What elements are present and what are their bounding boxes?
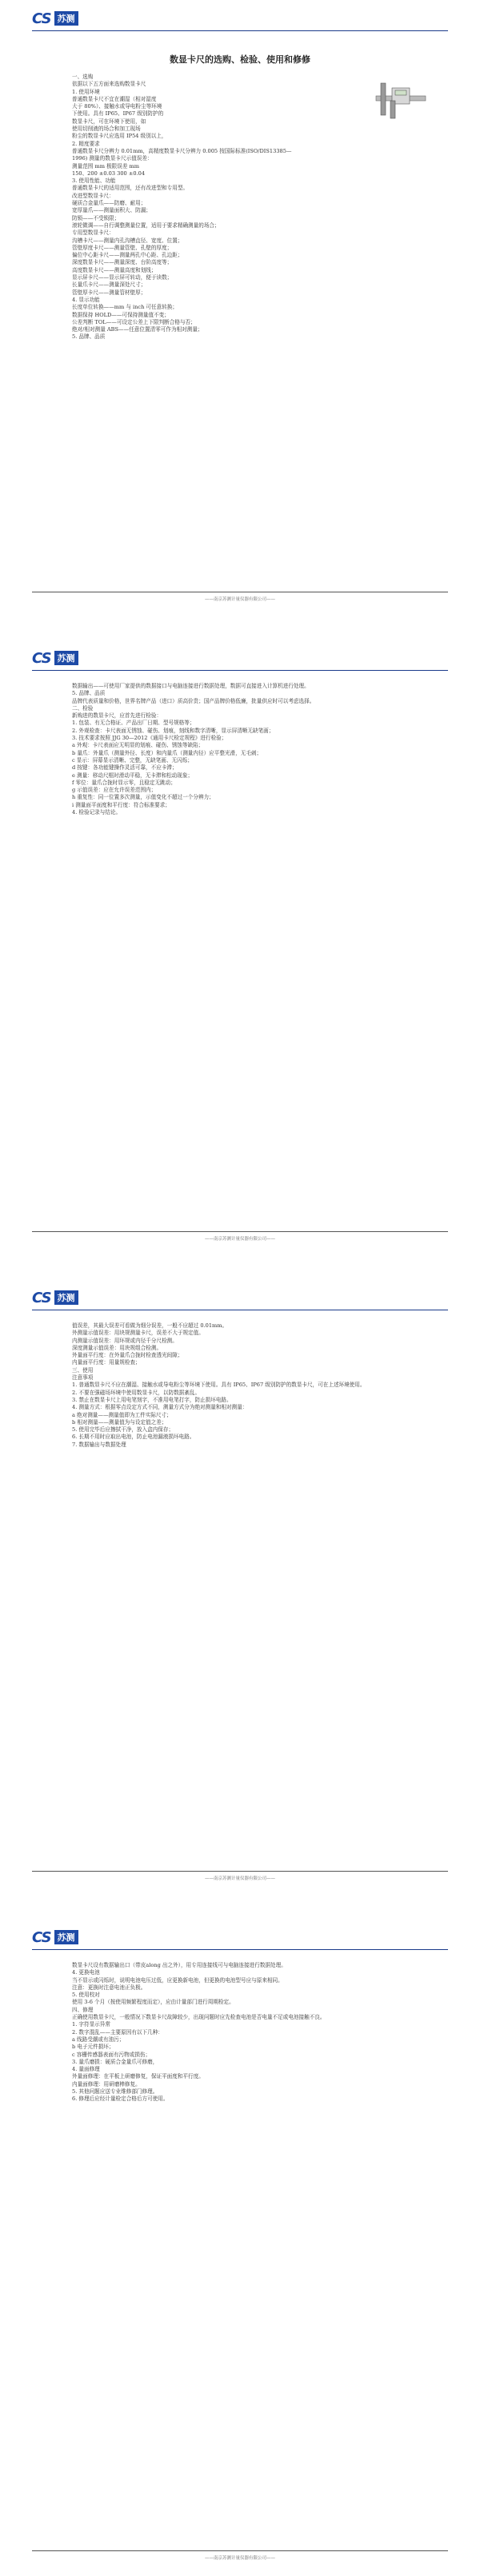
text-line: 5. 使用完毕后应擦拭干净，放入盒内保存； [72, 1426, 174, 1434]
text-line: 改进型数显卡尺： [72, 192, 114, 199]
text-line: 使用 3-6 个月（按使用频繁程度而定），应由计量部门进行周期检定。 [72, 1999, 234, 2006]
text-line: 偏位中心距卡尺——测量两孔中心距、孔边距； [72, 252, 183, 259]
text-line: 1. 普通数显卡尺不应在潮湿、接触水或导电粉尘等环境下使用。具有 IP65、IP67 级别防护的数显卡尺，可在上述环境使用。 [72, 1382, 366, 1389]
page-footer [32, 2550, 448, 2561]
text-line: 内量面平行度：用量规检查； [72, 1359, 141, 1366]
text-line: 硬质合金量爪——防磨、耐用； [72, 200, 146, 207]
page-body [72, 74, 408, 341]
text-line: 1. 包装、有无合格证、产品出厂日期、型号规格等； [72, 720, 195, 727]
brand-logo [32, 10, 78, 27]
text-line: 4. 更换电池 [72, 1969, 100, 1976]
text-line: 品牌代表质量和价格，世界名牌产品（进口）质高价贵；国产品牌价格低廉，批量供应时可以考虑选择。 [72, 697, 315, 704]
text-line: 4. 测量方式：根据零点设定方式不同，测量方式分为绝对测量和相对测量： [72, 1404, 248, 1411]
text-line: 2. 数字混乱——主要原因有以下几种： [72, 2028, 163, 2036]
text-line: 显示屏卡尺——显示屏可转动，便于读数； [72, 274, 173, 281]
text-line: 5. 其他问题应送专业维修部门修理。 [72, 2088, 158, 2095]
text-line: 6. 修理后应经计量检定合格后方可使用。 [72, 2095, 169, 2103]
page-3 [0, 1279, 480, 1887]
text-line: b 相对测量——测量值为与设定值之差； [72, 1418, 167, 1426]
footer-text: ——南京苏测计量仪器有限公司—— [204, 1876, 275, 1881]
text-line: a 绝对测量——测量值即为工件实际尺寸； [72, 1411, 172, 1418]
text-line: g 示值误差：应在允许误差范围内； [72, 787, 157, 794]
text-line: c 容栅传感器表面有污物或损伤； [72, 2051, 151, 2058]
text-line: 普通数显卡尺的适用范围，还有改进型和专用型。 [72, 185, 189, 192]
text-line: 深度测量示值误差：用块规组合检测。 [72, 1344, 162, 1351]
text-line: 数据保持 HOLD——可保持测量值不变； [72, 311, 170, 318]
text-line: 滚轮微调——自行调整测量位置，适用于要求精确测量的场合； [72, 221, 220, 229]
text-line: 管壁厚卡尺——测量管材壁厚； [72, 289, 146, 296]
text-line: a 线路受潮或有油污； [72, 2036, 125, 2043]
text-line: 4. 量面修理 [72, 2066, 100, 2073]
page-body [72, 683, 408, 816]
text-line: h 重复性：同一位置多次测量，示值变化不超过一个分辨力； [72, 794, 214, 801]
text-line: 依据以下五方面来选购数显卡尺 [72, 81, 146, 88]
text-line: b 量爪：外量爪（测量外径、长度）和内量爪（测量内径）应平整光滑，无毛刺； [72, 749, 262, 756]
text-line: 注意事项 [72, 1374, 94, 1382]
text-line: 使用切削液的场合和加工现场 [72, 126, 141, 133]
text-line: 4. 检验记录与结论。 [72, 809, 122, 816]
text-line: 1996) 测量的数显卡尺示值误差： [72, 155, 153, 162]
text-line: 值误差，其最大误差可看做为细分误差，一般不应超过 0.01mm。 [72, 1322, 228, 1329]
brand-logo [32, 1928, 78, 1946]
text-line: f 零位：量爪合拢时显示零，且稳定无跳动； [72, 779, 176, 786]
text-line: 外测量示值误差：用块规测量卡尺，误差不大于规定值。 [72, 1330, 204, 1337]
footer-text: ——南京苏测计量仪器有限公司—— [204, 1237, 275, 1242]
text-line: 长量爪卡尺——测量深处尺寸； [72, 281, 146, 289]
text-line: 1. 使用环境 [72, 88, 100, 95]
text-line: 普通数显卡尺分辨力 0.01mm，高精度数显卡尺分辨力 0.005 按国际标准(ISO/DIS13385— [72, 147, 292, 154]
text-line: 3. 禁止在数显卡尺上用电笔刻字，不准用电笔打字，防止损坏电路。 [72, 1396, 232, 1403]
page-header [32, 649, 448, 671]
text-line: 2. 外观检查：卡尺表面无锈蚀、碰伤、划痕，刻线和数字清晰，显示屏清晰无缺笔画； [72, 727, 274, 734]
text-line: d 按键：各功能键操作灵活可靠，不应卡滞； [72, 764, 178, 772]
text-line: e 测量：移动尺框时滑动平稳，无卡滞和松动现象； [72, 772, 194, 779]
text-line: 数据输出——可使用厂家提供的数据接口与电脑连接进行数据处理，数据可直接进入计算机进行处理。 [72, 683, 310, 689]
text-line: 沟槽卡尺——测量内孔沟槽直径、宽度、位置； [72, 237, 183, 244]
brand-name: 苏测 [54, 651, 78, 665]
text-line: 管壁厚度卡尺——测量管壁、孔壁的厚度； [72, 244, 173, 251]
page-1 [0, 0, 480, 608]
text-line: 公差判断 TOL——可设定公差上下限判断合格与否； [72, 318, 196, 325]
brand-mark: CS [32, 649, 51, 667]
brand-mark: CS [32, 10, 51, 27]
text-line: i 测量面平面度和平行度：符合标准要求； [72, 801, 170, 808]
page-footer [32, 1871, 448, 1881]
brand-name: 苏测 [54, 11, 78, 26]
text-line: 内量面修理：用研磨棒修复。 [72, 2080, 141, 2088]
text-line: 数显卡尺，可在环境下使用，如 [72, 118, 146, 125]
text-line: 下使用。具有 IP65、IP67 级别防护的 [72, 110, 164, 118]
text-line: 普通数显卡尺不宜在潮湿（相对湿度 [72, 95, 157, 102]
text-line: 3. 技术要求按照 JJG 30—2012《通用卡尺检定规程》进行检验； [72, 735, 227, 742]
text-line: 粉尘的数显卡尺应选用 IP54 级别以上， [72, 133, 167, 140]
text-line: 三、使用 [72, 1366, 94, 1374]
text-line: 5. 品牌、品质 [72, 333, 106, 341]
text-line: 新购进的数显卡尺，应首先进行检验： [72, 712, 162, 720]
text-line: 一、选购 [72, 74, 94, 80]
text-line: 四、修理 [72, 2006, 94, 2013]
text-line: c 显示：屏幕显示清晰、完整，无缺笔画、无闪烁； [72, 756, 193, 764]
page-body [72, 1962, 408, 2103]
document-title: 数显卡尺的选购、检验、使用和修修 [170, 54, 310, 65]
text-line: 长度单位转换——mm 与 inch 可任意转换； [72, 304, 178, 311]
text-line: 外量面平行度：在外量爪合拢时检查透光间隙； [72, 1352, 183, 1359]
text-line: 5. 使用校对 [72, 1992, 100, 1999]
brand-name: 苏测 [54, 1290, 78, 1305]
text-line: 3. 使用性能、功能 [72, 177, 116, 185]
brand-mark: CS [32, 1928, 51, 1946]
text-line: a 外观：卡尺表面应无明显的划痕、碰伤、锈蚀等缺陷； [72, 742, 204, 749]
text-line: 高度数显卡尺——测量高度和划线； [72, 266, 157, 273]
text-line: 注意：更换时注意电池正负极。 [72, 1984, 146, 1991]
page-header [32, 10, 448, 31]
brand-mark: CS [32, 1289, 51, 1306]
text-line: b 电子元件损坏； [72, 2044, 114, 2051]
text-line: 大于 80%）、接触水或导电粉尘等环境 [72, 103, 162, 110]
brand-logo [32, 649, 78, 667]
text-line: 3. 量爪磨损：硬质合金量爪可修磨， [72, 2058, 158, 2065]
text-line: 宽厚量爪——测量面积大、防漏； [72, 207, 151, 214]
text-line: 测量范围 mm 极限误差 mm [72, 162, 140, 169]
brand-logo [32, 1289, 78, 1306]
text-line: 5. 品牌、品质 [72, 690, 106, 697]
page-2 [0, 640, 480, 1247]
text-line: 深度数显卡尺——测量深度、台阶高度等； [72, 259, 173, 266]
text-line: 1. 字符显示异常 [72, 2021, 110, 2028]
footer-text: ——南京苏测计量仪器有限公司—— [204, 597, 275, 602]
text-line: 6. 长期不用时应取出电池，防止电池漏液损坏电路。 [72, 1434, 195, 1441]
text-line: 2. 精度要求 [72, 140, 100, 147]
brand-name: 苏测 [54, 1930, 78, 1944]
text-line: 正确使用数显卡尺，一般情况下数显卡尺故障较少，出现问题时应先检查电池是否电量不足或电池接触不良。 [72, 2014, 326, 2021]
page-footer [32, 1231, 448, 1242]
text-line: 150、200 ±0.03 300 ±0.04 [72, 169, 146, 177]
footer-text: ——南京苏测计量仪器有限公司—— [204, 2556, 275, 2561]
page-header [32, 1928, 448, 1950]
text-line: 二、检验 [72, 704, 94, 712]
text-line: 数显卡尺设有数据输出口（带皮along 出之外），用专用连接线可与电脑连接进行数据处理。 [72, 1962, 286, 1968]
page-4 [0, 1919, 480, 2576]
text-line: 内测量示值误差：用环规或内径千分尺检测。 [72, 1337, 178, 1344]
text-line: 7. 数据输出与数据处理 [72, 1441, 126, 1448]
page-body [72, 1322, 408, 1449]
text-line: 外量面修理：在平板上研磨修复，保证平面度和平行度。 [72, 2073, 204, 2080]
text-line: 防锁——不受锁限； [72, 214, 120, 221]
text-line: 当不显示或闪烁时，说明电池电压过低，应更换新电池，但更换的电池型号应与原来相同。 [72, 1976, 283, 1984]
page-header [32, 1289, 448, 1310]
text-line: 绝对/相对测量 ABS——任意位置清零可作为相对测量； [72, 326, 203, 333]
text-line: 2. 不要在强磁场环境中使用数显卡尺，以防数据紊乱。 [72, 1389, 201, 1396]
text-line: 专用型数显卡尺： [72, 229, 114, 237]
text-line: 4. 显示功能 [72, 296, 100, 303]
